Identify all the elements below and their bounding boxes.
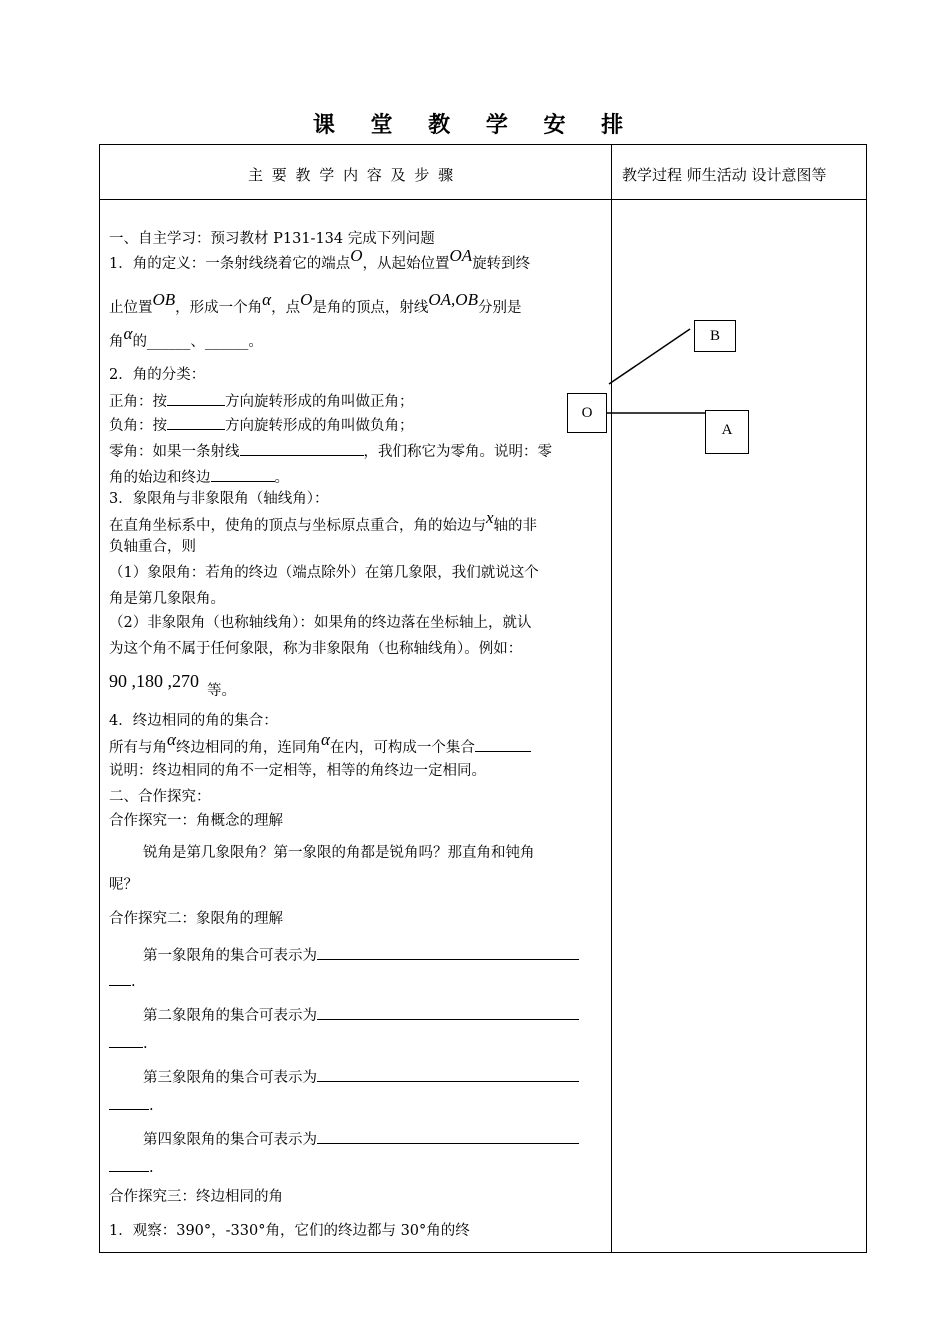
coterminal-line-1: 所有与角α终边相同的角，连同角α在内，可构成一个集合: [109, 738, 531, 756]
label-o: O: [567, 393, 607, 433]
symbol-x: x: [486, 508, 494, 527]
explore-1-heading: 合作探究一：角概念的理解: [109, 813, 283, 829]
header-divider: [99, 199, 866, 200]
symbol-alpha: α: [123, 324, 133, 343]
fill-blank: [109, 1096, 149, 1110]
symbol-oa-ob: OA,OB: [428, 290, 478, 309]
explore-1-question: 锐角是第几象限角？第一象限的角都是锐角吗？那直角和钝角: [143, 845, 535, 861]
symbol-alpha: α: [262, 290, 272, 309]
fill-blank: [109, 1034, 143, 1048]
section-4-heading: 4．终边相同的角的集合：: [109, 713, 278, 729]
definition-line-1: 1．角的定义：一条射线绕着它的端点O，从起始位置OA旋转到终: [109, 246, 531, 272]
quadrant-2-set-cont: .: [109, 1034, 148, 1052]
quadrant-1-set: 第一象限角的集合可表示为: [143, 946, 579, 964]
section-1-heading: 一、自主学习：预习教材 P131-134 完成下列问题: [109, 231, 435, 247]
fill-blank: [109, 972, 131, 986]
fill-blank: [167, 416, 225, 430]
symbol-o: O: [350, 246, 363, 265]
definition-line-2: 止位置OB，形成一个角α，点O是角的顶点，射线OA,OB分别是: [109, 290, 522, 316]
quadrant-line-4: 角是第几象限角。: [109, 591, 225, 607]
definition-line-3: 角α的______、______。: [109, 324, 263, 350]
axis-angle-example: 90 ,180 ,270 等。: [109, 671, 236, 699]
symbol-alpha: α: [320, 730, 330, 749]
explore-3-line-1: 1．观察：390°，-330°角，它们的终边都与 30°角的终: [109, 1223, 470, 1239]
section-3-heading: 3．象限角与非象限角（轴线角）：: [109, 491, 329, 507]
fill-blank: [317, 1068, 579, 1082]
label-a: A: [705, 410, 749, 454]
quadrant-2-set: 第二象限角的集合可表示为: [143, 1006, 579, 1024]
header-right: 教学过程 师生活动 设计意图等: [622, 166, 827, 184]
quadrant-line-3: （1）象限角：若角的终边（端点除外）在第几象限，我们就说这个: [109, 565, 539, 581]
header-left: 主 要 教 学 内 容 及 步 骤: [248, 166, 456, 184]
section-5-heading: 二、合作探究：: [109, 789, 211, 805]
section-2-heading: 2．角的分类：: [109, 367, 206, 383]
fill-blank: [167, 392, 225, 406]
zero-angle-line-2: 角的始边和终边 。: [109, 470, 289, 486]
quadrant-3-set: 第三象限角的集合可表示为: [143, 1068, 579, 1086]
symbol-alpha: α: [167, 730, 176, 749]
explore-1-question-cont: 呢？: [109, 877, 138, 893]
zero-angle-line: 零角：如果一条射线 ，我们称它为零角。说明：零: [109, 444, 552, 460]
fill-blank: [475, 738, 531, 752]
page-title: 课 堂 教 学 安 排: [312, 113, 638, 138]
column-divider: [611, 144, 612, 1252]
fill-blank: [317, 1006, 579, 1020]
symbol-o: O: [300, 290, 313, 309]
quadrant-line-2: 负轴重合，则: [109, 539, 196, 555]
quadrant-4-set-cont: .: [109, 1158, 154, 1176]
positive-angle-line: 正角：按 方向旋转形成的角叫做正角；: [109, 394, 414, 410]
quadrant-line-5: （2）非象限角（也称轴线角）：如果角的终边落在坐标轴上，就认: [109, 615, 532, 631]
explore-3-heading: 合作探究三：终边相同的角: [109, 1189, 283, 1205]
fill-blank: [317, 1130, 579, 1144]
quadrant-4-set: 第四象限角的集合可表示为: [143, 1130, 579, 1148]
fill-blank: [109, 1158, 149, 1172]
quadrant-3-set-cont: .: [109, 1096, 154, 1114]
fill-blank: [240, 442, 364, 456]
fill-blank: [317, 946, 579, 960]
label-b: B: [694, 320, 736, 352]
fill-blank: [211, 468, 275, 482]
explore-2-heading: 合作探究二：象限角的理解: [109, 911, 283, 927]
coterminal-note: 说明：终边相同的角不一定相等，相等的角终边一定相同。: [109, 763, 486, 779]
symbol-ob: OB: [152, 290, 176, 309]
quadrant-line-1: 在直角坐标系中，使角的顶点与坐标原点重合，角的始边与x轴的非: [109, 508, 538, 534]
symbol-oa: OA: [449, 246, 473, 265]
quadrant-line-6: 为这个角不属于任何象限，称为非象限角（也称轴线角）。例如：: [109, 641, 523, 657]
negative-angle-line: 负角：按 方向旋转形成的角叫做负角；: [109, 418, 414, 434]
quadrant-1-set-cont: .: [109, 972, 136, 990]
